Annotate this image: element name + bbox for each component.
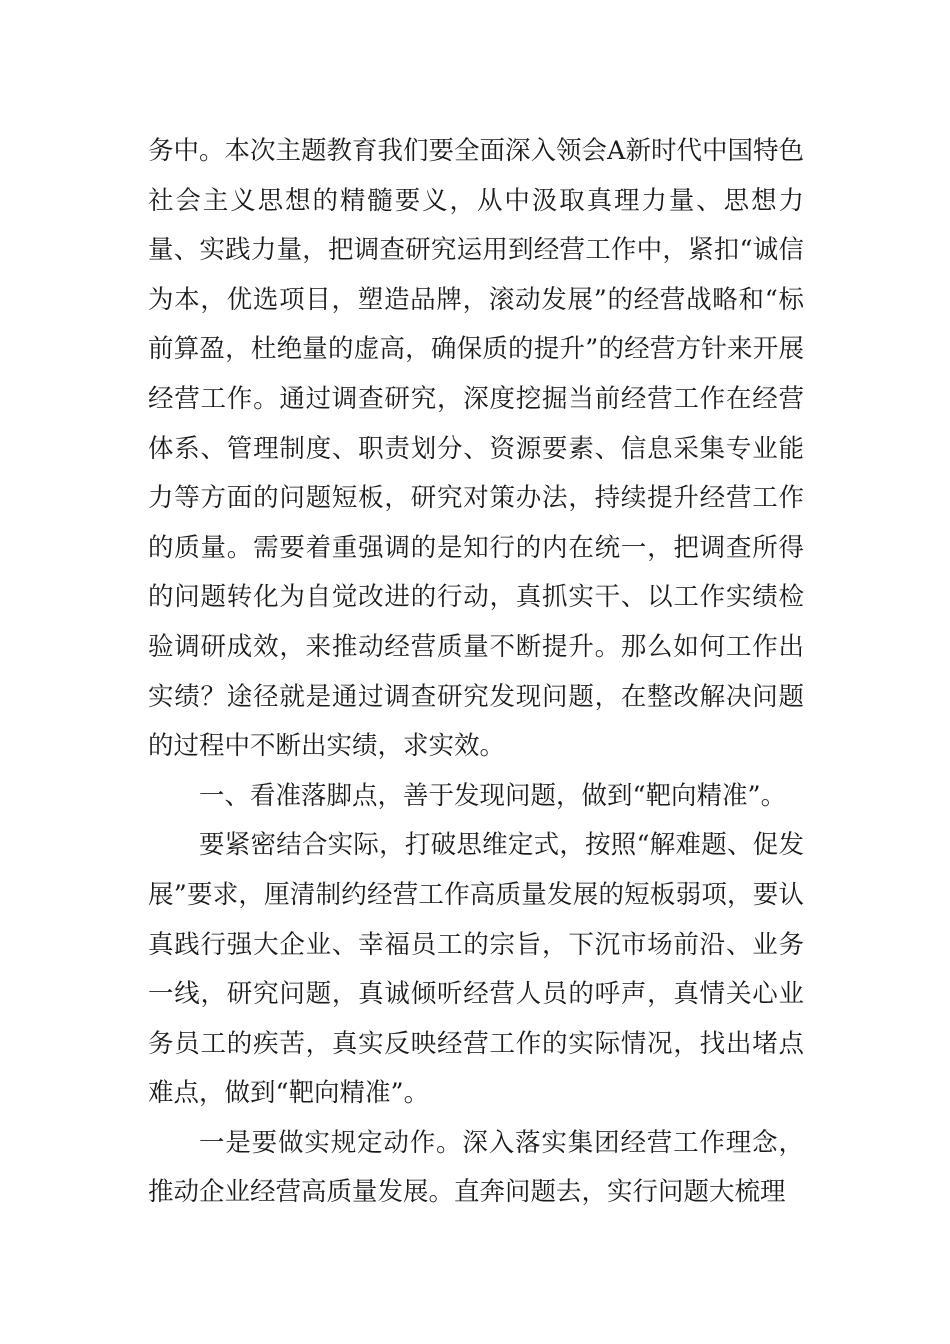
paragraph-point-one: 一是要做实规定动作。深入落实集团经营工作理念，推动企业经营高质量发展。直奔问题去，实行问题大梳理	[148, 1127, 804, 1208]
document-body	[148, 127, 804, 1218]
paragraph-continuation: 务中。本次主题教育我们要全面深入领会A新时代中国特色社会主义思想的精髓要义，从中汲取真理力量、思想力量、实践力量，把调查研究运用到经营工作中，紧扣“诚信为本，优选项目，塑造品牌，滚动发展”的经营战略和“标前算盈，杜绝量的虚高，确保质的提升”的经营方针来开展经营工作。通过调查研究，深度挖掘当前经营工作在经营体系、管理制度、职责划分、资源要素、信息采集专业能力等方面的问题短板，研究对策办法，持续提升经营工作的质量。需要着重强调的是知行的内在统一，把调查所得的问题转化为自觉改进的行动，真抓实干、以工作实绩检验调研成效，来推动经营质量不断提升。那么如何工作出实绩？途径就是通过调查研究发现问题，在整改解决问题的过程中不断出实绩，求实效。	[148, 136, 804, 762]
paragraph-body: 要紧密结合实际，打破思维定式，按照“解难题、促发展”要求，厘清制约经营工作高质量发展的短板弱项，要认真践行强大企业、幸福员工的宗旨，下沉市场前沿、业务一线，研究问题，真诚倾听经营人员的呼声，真情关心业务员工的疾苦，真实反映经营工作的实际情况，找出堵点难点，做到“靶向精准”。	[148, 830, 804, 1109]
section-heading: 一、看准落脚点，善于发现问题，做到“靶向精准”。	[199, 780, 787, 811]
